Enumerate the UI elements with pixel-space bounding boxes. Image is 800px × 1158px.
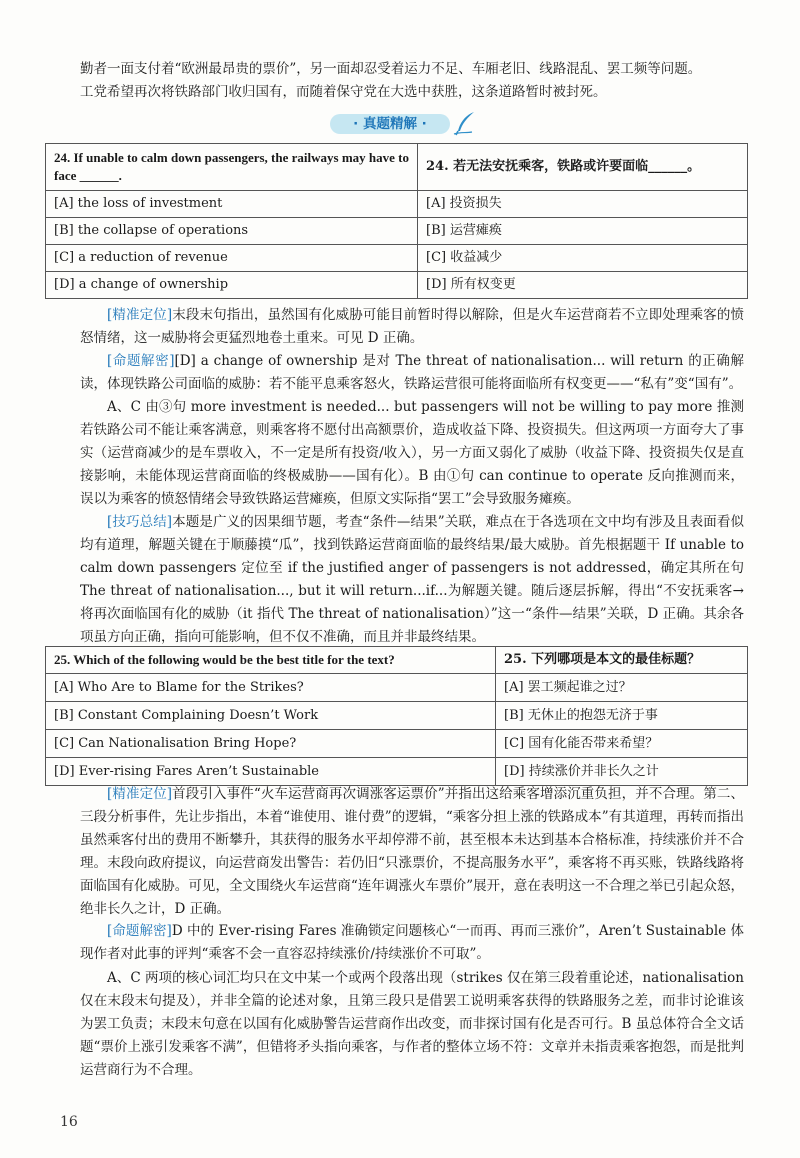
option-a-cn: [A] 投资损失 (418, 191, 748, 218)
table-row (46, 272, 748, 299)
locate-text: 首段引入事件“火车运营商再次调涨客运票价”并指出这给乘客增添沉重负担，并不合理。第二、三段分析事件，先让步指出，本着“谁使用、谁付费”的逻辑，“乘客分担上涨的铁路成本”有其道理，再转而指出虽然乘客付出的费用不断攀升，其获得的服务水平却停滞不前，甚至根本未达到基本合格标准，持续涨价并不合理。末段向政府提议，向运营商发出警告：若仍旧“只涨票价，不提高服务水平”，乘客将不再买账，铁路线路将面临国有化威胁。可见，全文围绕火车运营商“连年调涨火车票价”展开，意在表明这一不合理之举已引起众怒，绝非长久之计，D 正确。 (80, 786, 744, 917)
option-b-en: [B] Constant Complaining Doesn’t Work (46, 702, 496, 730)
quill-pen-icon (452, 110, 478, 136)
decode-tag: [命题解密] (107, 923, 172, 939)
q24-locate-paragraph (80, 304, 744, 350)
decode-tag: [命题解密] (107, 353, 175, 369)
banner-title: · 真题精解 · (330, 114, 450, 134)
option-b-en: [B] the collapse of operations (46, 218, 418, 245)
question-25-stem-en: 25. Which of the following would be the best title for the text? (46, 647, 496, 674)
table-row (46, 674, 748, 702)
q25-decode-paragraph (80, 920, 744, 966)
skill-tag: [技巧总结] (107, 514, 173, 530)
locate-tag: [精准定位] (107, 307, 173, 323)
intro-paragraph (80, 58, 744, 104)
option-b-cn: [B] 无休止的抱怨无济于事 (496, 702, 748, 730)
table-row (46, 730, 748, 758)
table-row (46, 218, 748, 245)
intro-line-2: 工党希望再次将铁路部门收归国有，而随着保守党在大选中获胜，这条道路暂时被封死。 (80, 84, 607, 100)
question-25-table (45, 646, 748, 786)
q24-skill-paragraph (80, 511, 744, 649)
options-analysis-text: A、C 由③句 more investment is needed... but passengers will not be willing to pay more 推测若铁路公司不能让乘客满意，则乘客将不愿付出高额票价，造成收益下降、投资损失。但这两项一方面夸大了事实（运营商减少的是车票收入，不一定是所有投资/收入），另一方面又弱化了威胁（收益下降、投资损失仅是直接影响，未能体现运营商面临的终极威胁——国有化）。B 由①句 can continue to operate 反向推测而来，误以为乘客的愤怒情绪会导致铁路运营瘫痪，但原文实际指“罢工”会导致服务瘫痪。 (80, 399, 744, 507)
option-a-en: [A] the loss of investment (46, 191, 418, 218)
skill-text: 本题是广义的因果细节题，考查“条件—结果”关联，难点在于各选项在文中均有涉及且表面看似均有道理，解题关键在于顺藤摸“瓜”，找到铁路运营商面临的最终结果/最大威胁。首先根据题干 If unable to calm down passengers 定位至 if the justified anger of passengers is not addressed，确定其所在句 The threat of nationalisation..., but it will return...if...为解题关键。随后逐层拆解，得出“不安抚乘客→将再次面临国有化的威胁（it 指代 The threat of nationalisation）”这一“条件—结果”关联，D 正确。其余各项虽方向正确，指向可能影响，但不仅不准确，而且并非最终结果。 (80, 514, 744, 645)
intro-line-1: 勤者一面支付着“欧洲最昂贵的票价”，另一面却忍受着运力不足、车厢老旧、线路混乱、罢工频等问题。 (80, 61, 702, 77)
question-25-stem-cn: 25. 下列哪项是本文的最佳标题？ (496, 647, 748, 674)
locate-tag: [精准定位] (107, 786, 173, 802)
q25-options-paragraph (80, 967, 744, 1082)
options-analysis-text: A、C 两项的核心词汇均只在文中某一个或两个段落出现（strikes 仅在第三段着重论述，nationalisation 仅在末段末句提及），并非全篇的论述对象，且第三段只是借罢工说明乘客获得的铁路服务之差，而非讨论谁该为罢工负责；末段末句意在以国有化威胁警告运营商作出改变，而非探讨国有化是否可行。B 虽总体符合全文话题“票价上涨引发乘客不满”，但错将矛头指向乘客，与作者的整体立场不符：文章并未指责乘客抱怨，而是批判运营商行为不合理。 (80, 970, 744, 1078)
option-d-cn: [D] 所有权变更 (418, 272, 748, 299)
option-b-cn: [B] 运营瘫痪 (418, 218, 748, 245)
option-d-cn: [D] 持续涨价并非长久之计 (496, 758, 748, 786)
option-c-cn: [C] 收益减少 (418, 245, 748, 272)
option-c-en: [C] a reduction of revenue (46, 245, 418, 272)
page-number: 16 (60, 1114, 78, 1130)
locate-text: 末段末句指出，虽然国有化威胁可能目前暂时得以解除，但是火车运营商若不立即处理乘客的愤怒情绪，这一威胁将会更猛烈地卷土重来。可见 D 正确。 (80, 307, 744, 346)
decode-text: [D] a change of ownership 是对 The threat of nationalisation... will return 的正确解读，体现铁路公司面临的威胁：若不能平息乘客怒火，铁路运营很可能将面临所有权变更——“私有”变“国有”。 (80, 353, 744, 392)
option-a-en: [A] Who Are to Blame for the Strikes? (46, 674, 496, 702)
question-24-stem-en: 24. If unable to calm down passengers, the railways may have to face ______. (46, 144, 418, 191)
q24-options-paragraph (80, 396, 744, 511)
table-row (46, 245, 748, 272)
q24-decode-paragraph (80, 350, 744, 396)
section-banner (330, 110, 480, 136)
table-row (46, 191, 748, 218)
question-25-head-row (46, 647, 748, 674)
option-d-en: [D] Ever-rising Fares Aren’t Sustainable (46, 758, 496, 786)
option-d-en: [D] a change of ownership (46, 272, 418, 299)
table-row (46, 702, 748, 730)
question-24-head-row (46, 144, 748, 191)
table-row (46, 758, 748, 786)
decode-text: D 中的 Ever-rising Fares 准确锁定问题核心“一而再、再而三涨价”，Aren’t Sustainable 体现作者对此事的评判“乘客不会一直容忍持续涨价/持续涨价不可取”。 (80, 923, 744, 962)
option-c-en: [C] Can Nationalisation Bring Hope? (46, 730, 496, 758)
option-a-cn: [A] 罢工频起谁之过？ (496, 674, 748, 702)
question-24-stem-cn: 24. 若无法安抚乘客，铁路或许要面临______。 (418, 144, 748, 191)
q25-locate-paragraph (80, 783, 744, 921)
question-24-table (45, 143, 748, 299)
option-c-cn: [C] 国有化能否带来希望？ (496, 730, 748, 758)
